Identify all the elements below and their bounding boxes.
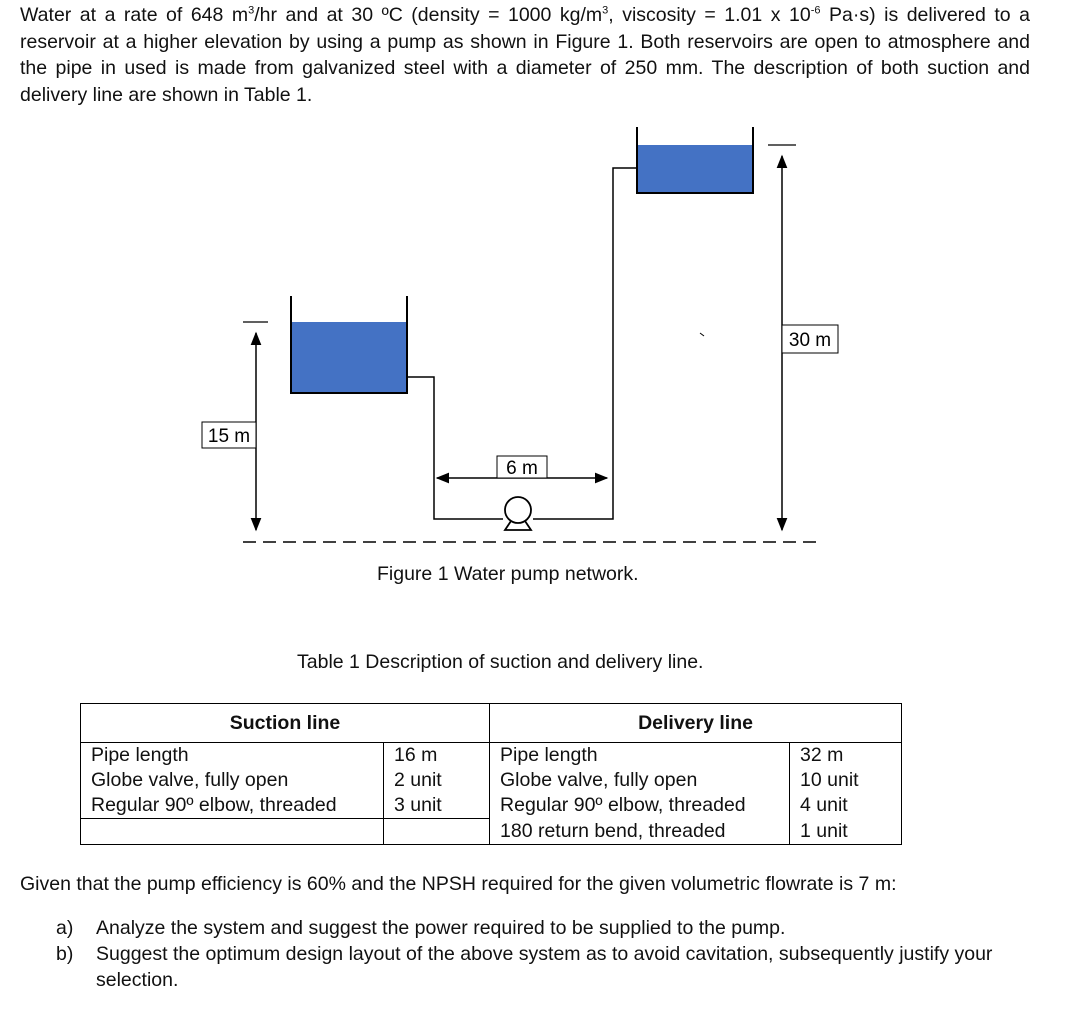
delivery-item: Pipe length bbox=[490, 743, 790, 769]
list-item bbox=[56, 915, 996, 941]
list-item bbox=[56, 941, 996, 993]
delivery-qty: 32 m bbox=[790, 743, 902, 769]
delivery-qty: 10 unit bbox=[790, 768, 902, 793]
table-row bbox=[81, 819, 902, 845]
table-caption: Table 1 Description of suction and delivery line. bbox=[297, 651, 704, 673]
pump-icon bbox=[505, 497, 531, 530]
superscript: -6 bbox=[810, 4, 821, 17]
task-marker: b) bbox=[56, 943, 74, 965]
delivery-line-header: Delivery line bbox=[490, 704, 902, 743]
suction-qty bbox=[384, 819, 490, 845]
task-marker: a) bbox=[56, 917, 74, 939]
table-row bbox=[81, 768, 902, 793]
delivery-pipe bbox=[533, 168, 637, 519]
description-table bbox=[80, 703, 902, 845]
suction-height-label: 15 m bbox=[207, 426, 251, 447]
suction-item: Pipe length bbox=[81, 743, 384, 769]
given-statement: Given that the pump efficiency is 60% and the NPSH required for the given volumetric flowrate is 7 m: bbox=[20, 873, 897, 895]
task-text: Suggest the optimum design layout of the above system as to avoid cavitation, subsequently justify your selection. bbox=[96, 943, 993, 991]
suction-item: Regular 90º elbow, threaded bbox=[81, 793, 384, 819]
task-text: Analyze the system and suggest the power required to be supplied to the pump. bbox=[96, 917, 786, 939]
table-row bbox=[81, 793, 902, 819]
suction-qty: 16 m bbox=[384, 743, 490, 769]
suction-item bbox=[81, 819, 384, 845]
upper-reservoir-water bbox=[637, 145, 753, 193]
task-list bbox=[56, 915, 996, 993]
intro-text: Water at a rate of 648 m bbox=[20, 4, 249, 26]
delivery-item: Globe valve, fully open bbox=[490, 768, 790, 793]
delivery-height-label: 30 m bbox=[788, 330, 832, 351]
superscript: 3 bbox=[602, 4, 609, 17]
superscript: 3 bbox=[248, 4, 255, 17]
table-row bbox=[81, 743, 902, 769]
table-header-row bbox=[81, 704, 902, 743]
suction-item: Globe valve, fully open bbox=[81, 768, 384, 793]
delivery-qty: 4 unit bbox=[790, 793, 902, 819]
figure-caption: Figure 1 Water pump network. bbox=[377, 563, 639, 585]
suction-line-header: Suction line bbox=[81, 704, 490, 743]
delivery-item: Regular 90º elbow, threaded bbox=[490, 793, 790, 819]
suction-qty: 2 unit bbox=[384, 768, 490, 793]
intro-text: /hr and at 30 ºC (density = 1000 kg/m bbox=[254, 4, 603, 26]
intro-text: , viscosity = 1.01 x 10 bbox=[608, 4, 811, 26]
stray-mark bbox=[700, 333, 704, 336]
lower-reservoir-water bbox=[291, 322, 407, 393]
suction-pipe bbox=[407, 377, 503, 519]
delivery-qty: 1 unit bbox=[790, 819, 902, 845]
suction-qty: 3 unit bbox=[384, 793, 490, 819]
delivery-item: 180 return bend, threaded bbox=[490, 819, 790, 845]
horizontal-distance-label: 6 m bbox=[506, 458, 538, 479]
intro-text: Pa·s) is delivered to a reservoir at a higher elevation by using a pump as shown in Figure 1. Both reservoirs are open to atmosphere and the pipe in used is made from galvanized steel with a diameter of 250 mm. The description of both suction and delivery line are shown in Table 1. bbox=[20, 4, 1030, 106]
